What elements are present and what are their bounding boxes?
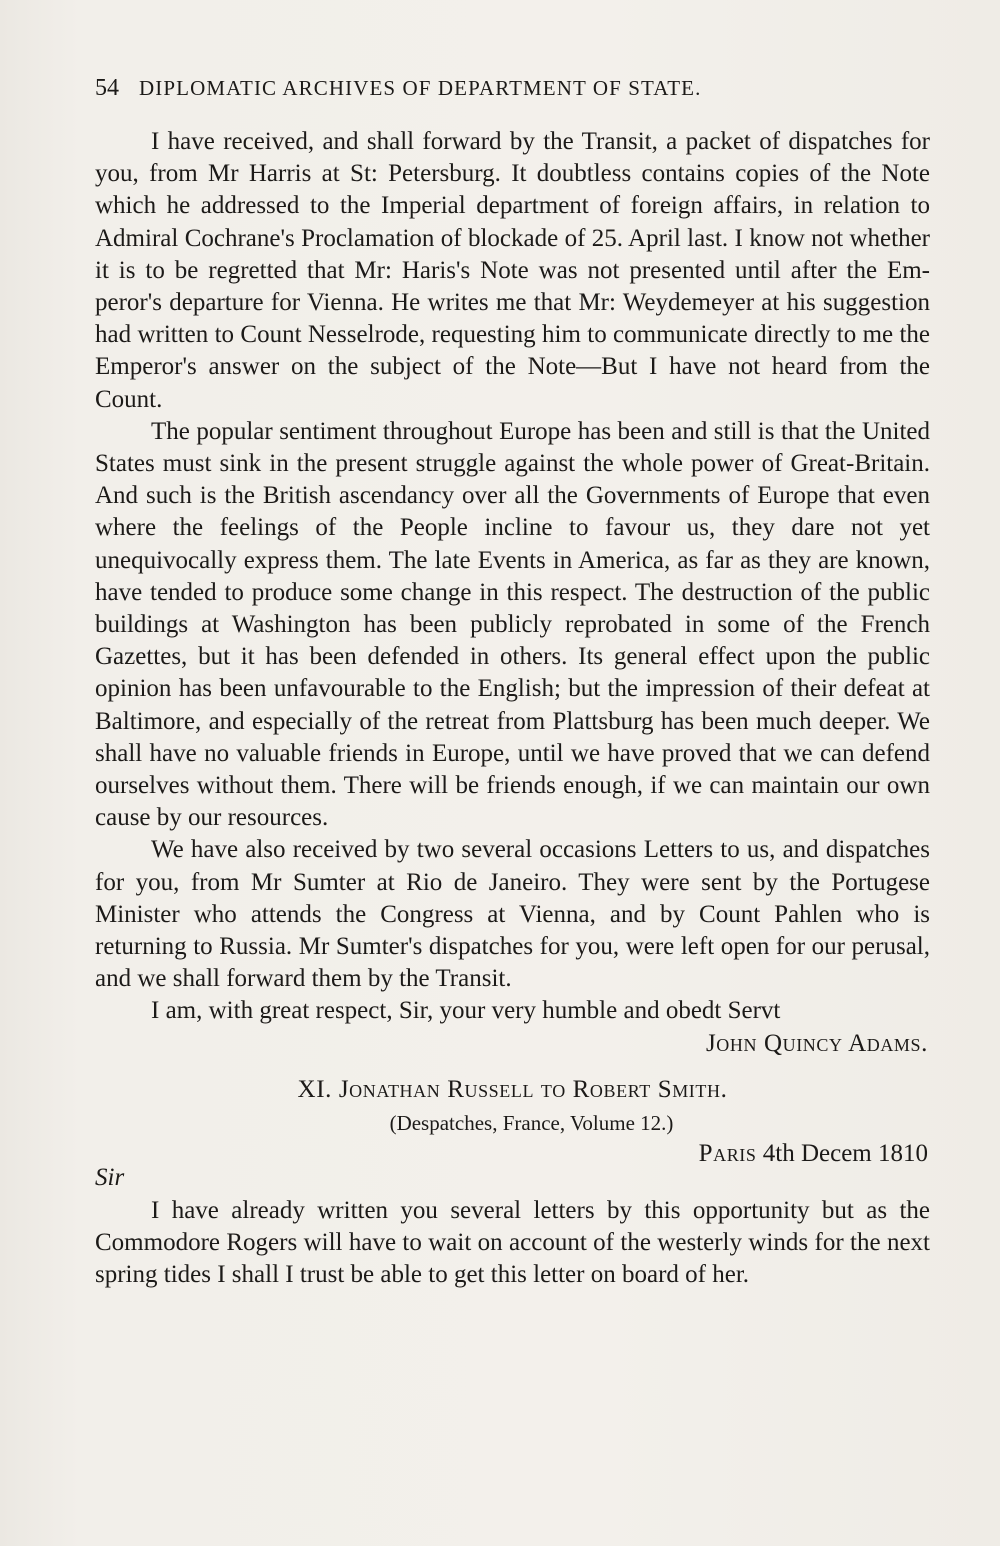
section-source: (Despatches, France, Volume 12.): [389, 1111, 674, 1136]
page-number: 54: [95, 75, 119, 101]
letter-closing: I am, with great respect, Sir, your very humble and obedt Servt: [151, 997, 781, 1025]
document-page: [95, 70, 930, 1291]
body-paragraph-3: We have also received by two several occasions Letters to us, and dispatches for you, from Mr Sumter at Rio de Janeiro. They were sent by the Portugese Minister who attends the Congress at Vienna, and by Count Pahlen who is returning to Russia. Mr Sumter's dispatches for you, were left open for our perusal, and we shall forward them by the Transit.: [95, 836, 930, 993]
page-header: [95, 70, 930, 106]
dateline-date: 4th Decem 1810: [762, 1140, 928, 1168]
salutation: Sir: [95, 1164, 125, 1192]
body-paragraph-2: The popular sentiment throughout Europe has been and still is that the United States must sink in the present struggle against the whole power of Great-Britain. And such is the British ascendancy over all the Governments of Europe that even where the feelings of the People incline to favour us, they dare not yet unequivocally express them. The late Events in America, as far as they are known, have tended to produce some change in this respect. The destruction of the public buildings at Washington has been publicly reprobated in some of the French Gazettes, but it has been defended in others. Its general effect upon the public opinion has been unfavourable to the English; but the impression of their defeat at Baltimore, and especially of the retreat from Plattsburg has been much deeper. We shall have no valuable friends in Europe, until we have proved that we can defend ourselves without them. There will be friends enough, if we can maintain our own cause by our resources.: [95, 417, 930, 832]
section-heading: XI. Jonathan Russell to Robert Smith.: [297, 1075, 728, 1103]
section-paragraph-1: I have already written you several letters by this opportunity but as the Commodore Rogers will have to wait on account of the westerly winds for the next spring tides I shall I trust be able to get this letter on board of her.: [95, 1196, 930, 1288]
dateline-place: Paris: [698, 1140, 757, 1168]
body-paragraph-1: I have received, and shall forward by the Transit, a packet of dispatches for you, from Mr Harris at St: Petersburg. It doubtless contains copies of the Note which he addressed to the Imperial department of foreign affairs, in relation to Admiral Cochrane's Proclamation of blockade of 25. April last. I know not whether it is to be regretted that Mr: Haris's Note was not presented until after the Emperor's departure for Vienna. He writes me that Mr: Weydemeyer at his suggestion had written to Count Nesselrode, requesting him to communicate directly to me the Emperor's answer on the subject of the Note—But I have not heard from the Count.: [95, 128, 930, 413]
letter-signature: John Quincy Adams.: [705, 1029, 928, 1057]
running-title: DIPLOMATIC ARCHIVES OF DEPARTMENT OF STATE.: [139, 76, 702, 100]
